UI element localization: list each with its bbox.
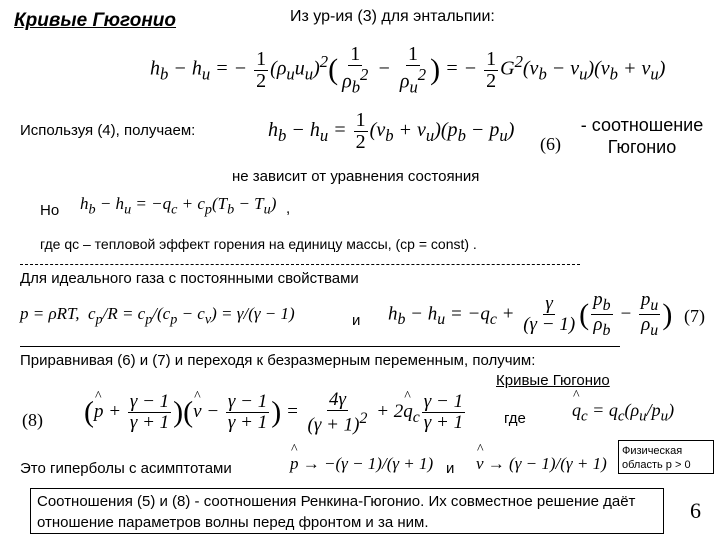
ideal-gas-text: Для идеального газа с постоянными свойствами: [20, 270, 359, 287]
enthalpy-equation: $h_b - h_u$ = − $\frac{1}{2}$ $(\rho_uu_u)^2$( $\frac{1}{\rho_b^2}$ − $\frac{1}{\rho_u^2}$ ) = − $\frac{1}{2}$ $G^2(v_b - v_u)(v_b + v_u)$: [150, 43, 666, 97]
using-text: Используя (4), получаем:: [20, 122, 196, 139]
page-number: 6: [690, 498, 701, 523]
volume-asymptote: ^ v → (γ − 1)/(γ + 1): [476, 454, 607, 474]
heat-release-definition: ^ $q_c = q_c(\rho_u/p_u)$: [572, 400, 674, 426]
equating-text: Приравнивая (6) и (7) и переходя к безразмерным переменным, получим:: [20, 352, 536, 369]
comma: ,: [286, 200, 291, 217]
eq-number-6: (6): [540, 134, 561, 154]
intro-text: Из ур-ия (3) для энтальпии:: [290, 8, 495, 25]
dimensionless-hugoniot-equation: (^ p + $\frac{\gamma - 1}{\gamma + 1}$ )(^ v − $\frac{\gamma - 1}{\gamma + 1}$ ) = $\frac{4\gamma}{(\gamma + 1)^2}$ + 2^ $q_c$ $\frac{\gamma - 1}{\gamma + 1}$: [84, 390, 467, 435]
pressure-asymptote: ^ p → −(γ − 1)/(γ + 1): [290, 454, 433, 474]
eq-number-7: (7): [684, 306, 705, 326]
and-text-2: и: [446, 460, 455, 477]
asymptotes-text: Это гиперболы с асимптотами: [20, 460, 232, 477]
physical-region-note: Физическая область p > 0: [618, 440, 714, 474]
and-text: и: [352, 312, 361, 329]
conclusion-box: Соотношения (5) и (8) - соотношения Ренкина-Гюгонио. Их совместное решение даёт отношение параметров волны перед фронтом и за ним.: [30, 488, 664, 534]
divider-line: [20, 264, 580, 265]
slide-title: Кривые Гюгонио: [14, 10, 177, 31]
hugoniot-curves-label: Кривые Гюгонио: [496, 372, 610, 389]
ideal-gas-equation: p = ρRT, $c_p/R = c_p/(c_p - c_v) = \gamma/(\gamma - 1)$: [20, 304, 295, 328]
qc-explanation: где qc – тепловой эффект горения на единицу массы, (cp = const) .: [40, 236, 477, 252]
independent-text: не зависит от уравнения состояния: [232, 168, 480, 185]
divider-line-2: [20, 346, 620, 347]
hugoniot-relation-label: - соотношение Гюгонио: [580, 115, 704, 157]
eq-number-8: (8): [22, 410, 43, 430]
hugoniot-equation: $h_b - h_u$ = $\frac{1}{2}$ $(v_b + v_u)(p_b - p_u)$: [268, 109, 515, 153]
but-text: Но: [40, 202, 60, 219]
enthalpy-difference-equation: $h_b - h_u = -q_c + c_p(T_b - T_u)$: [80, 194, 277, 218]
enthalpy-gas-equation: $h_b - h_u = -q_c$ + $\frac{\gamma}{(\gamma - 1)}$ ( $\frac{p_b}{\rho_b}$ − $\frac{p_u}{\rho_u}$ ): [388, 289, 673, 340]
where-text: где: [504, 410, 526, 427]
